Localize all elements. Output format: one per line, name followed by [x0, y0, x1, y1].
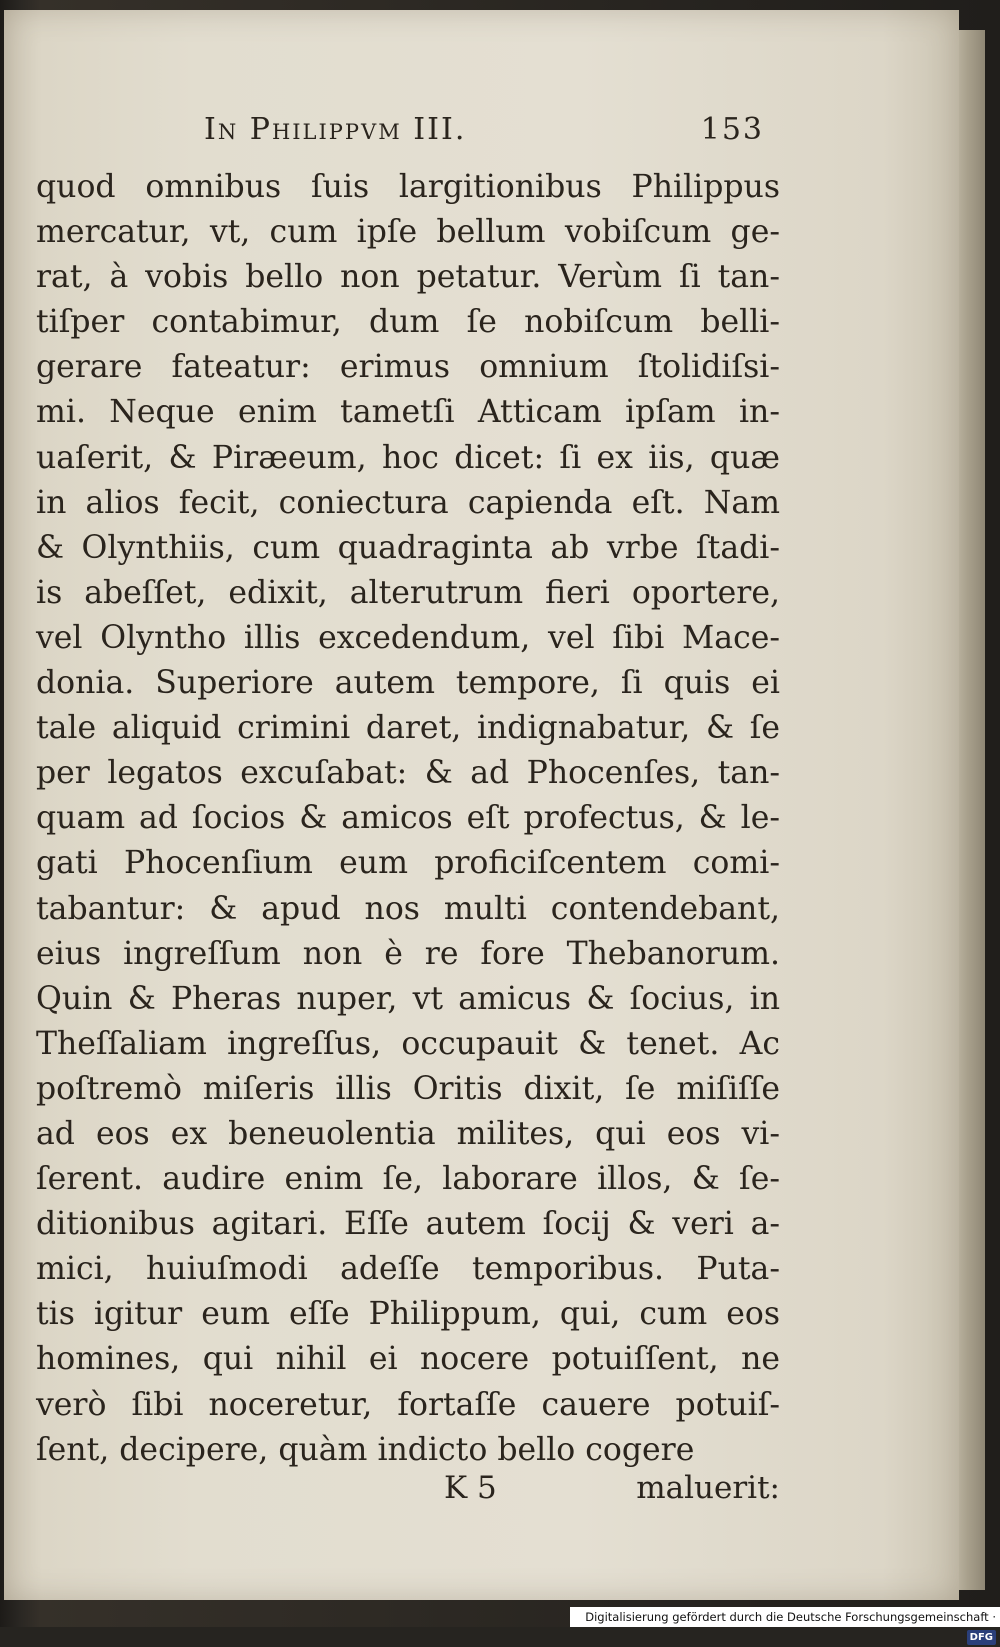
text-line: poſtremò miſeris illis Oritis dixit, ſe miſiſſe: [36, 1070, 780, 1107]
text-line: in alios fecit, coniectura capienda eſt. Nam: [36, 484, 780, 521]
text-line: & Olynthiis, cum quadraginta ab vrbe ſtadi-: [36, 529, 780, 566]
text-line: mi. Neque enim tametſi Atticam ipſam in-: [36, 394, 780, 431]
text-line: ſerent. audire enim ſe, laborare illos, & ſe-: [36, 1161, 780, 1198]
text-line: mici, huiuſmodi adeſſe temporibus. Puta-: [36, 1251, 780, 1288]
body-text: [36, 165, 780, 1473]
text-line: tiſper contabimur, dum ſe nobiſcum belli-: [36, 304, 780, 341]
running-title: In Philippvm III.: [204, 112, 467, 147]
text-line: uaſerit, & Piræeum, hoc dicet: ſi ex iis, quæ: [36, 439, 780, 476]
page-number: 153: [700, 112, 764, 147]
text-line: donia. Superiore autem tempore, ſi quis ei: [36, 665, 780, 702]
text-line: tale aliquid crimini daret, indignabatur, & ſe: [36, 710, 780, 747]
text-line: verò ſibi noceretur, fortaſſe cauere potuiſ-: [36, 1386, 780, 1423]
text-line: tis igitur eum eſſe Philippum, qui, cum eos: [36, 1296, 780, 1333]
text-line: rat, à vobis bello non petatur. Verùm ſi tan-: [36, 259, 780, 296]
dfg-logo-icon: DFG: [967, 1630, 996, 1645]
book-page: [4, 10, 959, 1600]
dfg-banner: [570, 1607, 1000, 1643]
text-line: ſent, decipere, quàm indicto bello cogere: [36, 1431, 695, 1468]
text-line: tabantur: & apud nos multi contendebant,: [36, 890, 780, 927]
text-line: eius ingreſſum non è re fore Thebanorum.: [36, 935, 780, 972]
text-line: ad eos ex beneuolentia milites, qui eos vi-: [36, 1115, 780, 1152]
page-edge: [955, 30, 985, 1590]
text-line: gati Phocenſium eum proficiſcentem comi-: [36, 845, 780, 882]
dfg-banner-text: Digitalisierung gefördert durch die Deutsche Forschungsgemeinschaft ·: [585, 1610, 996, 1624]
text-line: is abeſſet, edixit, alterutrum fieri oportere,: [36, 574, 780, 611]
text-line: quod omnibus ſuis largitionibus Philippus: [36, 169, 780, 205]
text-line: homines, qui nihil ei nocere potuiſſent, ne: [36, 1341, 780, 1378]
text-line: Quin & Pheras nuper, vt amicus & ſocius, in: [36, 980, 780, 1017]
text-line: quam ad ſocios & amicos eſt profectus, & le-: [36, 800, 780, 837]
text-line: gerare fateatur: erimus omnium ſtolidiſsi-: [36, 349, 780, 386]
catchword: maluerit:: [636, 1470, 780, 1506]
signature-mark: K 5: [444, 1470, 497, 1506]
text-line: vel Olyntho illis excedendum, vel ſibi Mace-: [36, 619, 780, 656]
text-line: Theſſaliam ingreſſus, occupauit & tenet. Ac: [36, 1025, 780, 1062]
page-header: [204, 110, 764, 154]
text-line: mercatur, vt, cum ipſe bellum vobiſcum ge-: [36, 214, 780, 251]
text-line: ditionibus agitari. Eſſe autem ſocij & veri a-: [36, 1206, 780, 1243]
page-footer: [36, 1470, 780, 1516]
text-line: per legatos excuſabat: & ad Phocenſes, tan-: [36, 755, 780, 792]
